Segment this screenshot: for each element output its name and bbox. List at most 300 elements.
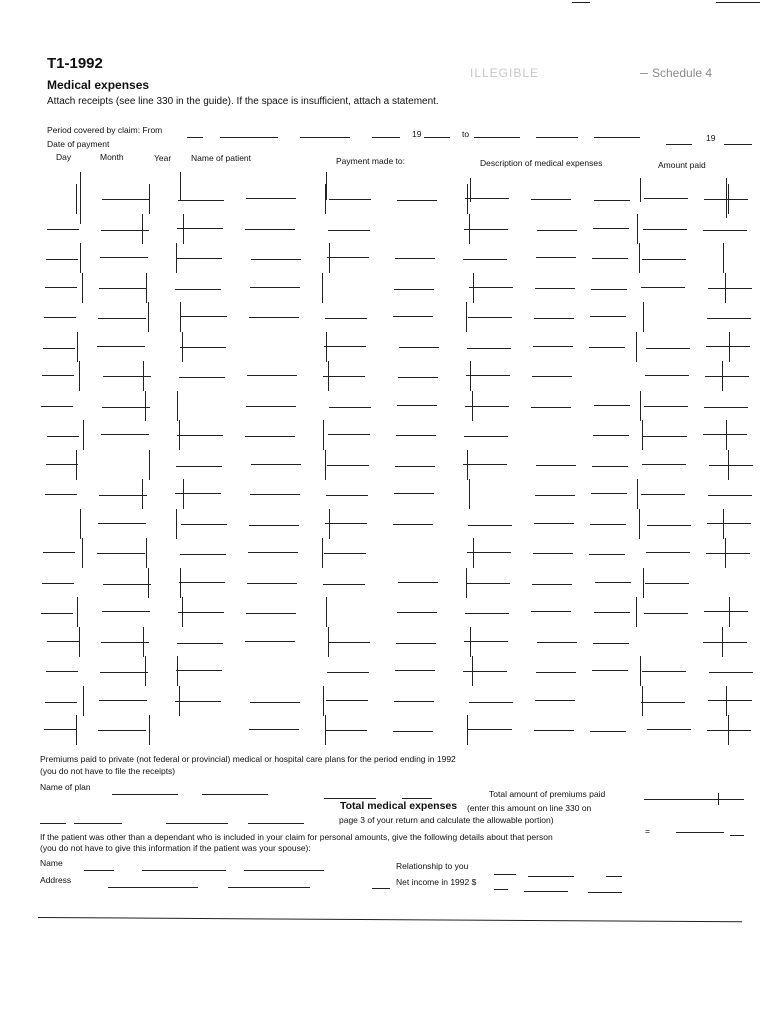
table-column-tick	[148, 568, 149, 598]
table-cell-field[interactable]	[175, 493, 221, 494]
table-column-tick	[79, 627, 80, 657]
table-cell-field[interactable]	[176, 670, 222, 671]
table-column-tick	[176, 509, 177, 539]
table-cell-field[interactable]	[43, 348, 75, 349]
table-cell-field[interactable]	[326, 700, 368, 701]
dependant-name-field-3[interactable]	[244, 870, 324, 871]
name-of-patient-header: Name of patient	[191, 153, 252, 163]
total-medical-expenses-field[interactable]	[676, 832, 724, 833]
table-column-tick	[80, 509, 81, 539]
table-cell-field[interactable]	[537, 642, 577, 643]
table-cell-field[interactable]	[464, 229, 508, 230]
table-cell-field[interactable]	[590, 524, 626, 525]
table-cell-field[interactable]	[247, 583, 297, 584]
table-column-tick	[637, 479, 638, 509]
schedule-label: Schedule 4	[652, 66, 713, 80]
table-cell-field[interactable]	[324, 346, 366, 347]
table-cell-field[interactable]	[102, 407, 150, 408]
table-cell-field[interactable]	[181, 316, 227, 317]
table-cell-field[interactable]	[594, 405, 630, 406]
table-cell-field[interactable]	[394, 701, 434, 702]
table-cell-field[interactable]	[176, 466, 222, 467]
table-cell-field[interactable]	[399, 347, 439, 348]
table-cell-field[interactable]	[644, 198, 688, 199]
table-column-tick	[467, 184, 468, 214]
table-cell-field[interactable]	[463, 671, 507, 672]
table-cell-field[interactable]	[593, 228, 629, 229]
table-cell-field[interactable]	[45, 494, 77, 495]
form-id: T1-1992	[47, 55, 103, 72]
relationship-label: Relationship to you	[396, 861, 469, 871]
table-column-tick	[725, 273, 726, 303]
total-field-left-4[interactable]	[248, 823, 304, 824]
table-cell-field[interactable]	[97, 553, 145, 554]
table-cell-field[interactable]	[463, 464, 507, 465]
table-cell-field[interactable]	[323, 584, 365, 585]
table-cell-field[interactable]	[469, 702, 513, 703]
table-cell-field[interactable]	[326, 495, 368, 496]
table-cell-field[interactable]	[535, 288, 575, 289]
table-column-tick	[466, 302, 467, 332]
table-column-tick	[722, 627, 723, 657]
net-income-field-1[interactable]	[494, 889, 508, 890]
table-cell-field[interactable]	[468, 525, 512, 526]
table-cell-field[interactable]	[535, 700, 575, 701]
table-cell-field[interactable]	[248, 552, 298, 553]
dependant-name-field-1[interactable]	[84, 870, 114, 871]
table-cell-field[interactable]	[178, 200, 224, 201]
table-cell-field[interactable]	[705, 376, 749, 377]
table-cell-field[interactable]	[397, 200, 437, 201]
table-cell-field[interactable]	[101, 642, 149, 643]
table-cell-field[interactable]	[532, 584, 572, 585]
table-cell-field[interactable]	[707, 523, 751, 524]
table-column-tick	[467, 450, 468, 480]
table-column-tick	[328, 627, 329, 657]
table-cell-field[interactable]	[643, 229, 687, 230]
table-cell-field[interactable]	[535, 495, 575, 496]
table-cell-field[interactable]	[704, 407, 748, 408]
table-column-tick	[726, 420, 727, 450]
table-column-tick	[82, 273, 83, 303]
table-cell-field[interactable]	[645, 375, 689, 376]
table-column-tick	[149, 184, 150, 214]
premiums-line1: Premiums paid to private (not federal or provincial) medical or hospital care plans for the period ending in 1992	[40, 754, 456, 764]
table-cell-field[interactable]	[709, 672, 753, 673]
table-cell-field[interactable]	[102, 199, 150, 200]
table-cell-field[interactable]	[594, 200, 630, 201]
table-cell-field[interactable]	[41, 406, 73, 407]
net-income-label: Net income in 1992 $	[396, 877, 477, 887]
table-cell-field[interactable]	[641, 287, 685, 288]
dependant-address-label: Address	[40, 875, 72, 885]
table-cell-field[interactable]	[393, 316, 433, 317]
relationship-field-1[interactable]	[494, 874, 516, 875]
table-cell-field[interactable]	[327, 465, 369, 466]
table-column-tick	[179, 686, 180, 716]
total-note-2: page 3 of your return and calculate the allowable portion)	[339, 815, 554, 825]
table-column-tick	[143, 627, 144, 657]
table-cell-field[interactable]	[704, 611, 748, 612]
table-cell-field[interactable]	[99, 700, 147, 701]
table-cell-field[interactable]	[590, 731, 626, 732]
table-cell-field[interactable]	[641, 702, 685, 703]
table-cell-field[interactable]	[467, 348, 511, 349]
table-cell-field[interactable]	[249, 525, 299, 526]
table-cell-field[interactable]	[536, 465, 576, 466]
table-cell-field[interactable]	[245, 641, 295, 642]
table-cell-field[interactable]	[644, 613, 688, 614]
table-cell-field[interactable]	[468, 317, 512, 318]
total-note-1: (enter this amount on line 330 on	[467, 803, 592, 813]
table-column-tick	[180, 302, 181, 332]
table-cell-field[interactable]	[532, 376, 572, 377]
table-cell-field[interactable]	[176, 258, 222, 259]
table-cell-field[interactable]	[180, 554, 226, 555]
table-cell-field[interactable]	[395, 670, 435, 671]
period-year-prefix-1: 19	[412, 129, 422, 139]
table-column-tick	[329, 509, 330, 539]
table-cell-field[interactable]	[533, 553, 573, 554]
table-column-tick	[639, 243, 640, 273]
table-column-tick	[329, 243, 330, 273]
table-cell-field[interactable]	[250, 702, 300, 703]
table-cell-field[interactable]	[324, 553, 366, 554]
relationship-field-2[interactable]	[528, 876, 574, 877]
table-cell-field[interactable]	[465, 198, 509, 199]
plan-name-field-3[interactable]	[324, 798, 376, 799]
table-column-tick	[177, 391, 178, 421]
table-column-tick	[183, 479, 184, 509]
table-cell-field[interactable]	[591, 289, 627, 290]
attach-note: Attach receipts (see line 330 in the guide). If the space is insufficient, attach a statement.	[47, 96, 439, 107]
table-cell-field[interactable]	[643, 436, 687, 437]
table-cell-field[interactable]	[646, 552, 690, 553]
table-column-tick	[149, 450, 150, 480]
table-cell-field[interactable]	[245, 436, 295, 437]
table-cell-field[interactable]	[468, 729, 512, 730]
table-cell-field[interactable]	[45, 702, 77, 703]
table-cell-field[interactable]	[536, 257, 576, 258]
table-cell-field[interactable]	[327, 257, 369, 258]
table-cell-field[interactable]	[47, 229, 79, 230]
table-column-tick	[728, 450, 729, 480]
table-column-tick	[639, 509, 640, 539]
description-header: Description of medical expenses	[480, 158, 603, 168]
table-cell-field[interactable]	[44, 317, 76, 318]
table-cell-field[interactable]	[249, 729, 299, 730]
table-cell-field[interactable]	[592, 466, 628, 467]
table-cell-field[interactable]	[103, 584, 151, 585]
table-cell-field[interactable]	[44, 729, 76, 730]
table-cell-field[interactable]	[175, 701, 221, 702]
table-cell-field[interactable]	[41, 613, 73, 614]
table-column-tick	[182, 597, 183, 627]
table-cell-field[interactable]	[179, 377, 225, 378]
table-cell-field[interactable]	[179, 582, 225, 583]
page-title: Medical expenses	[47, 78, 150, 92]
table-cell-field[interactable]	[589, 347, 625, 348]
table-column-tick	[180, 568, 181, 598]
table-cell-field[interactable]	[97, 346, 145, 347]
table-cell-field[interactable]	[45, 287, 77, 288]
table-cell-field[interactable]	[249, 317, 299, 318]
table-cell-field[interactable]	[245, 229, 295, 230]
table-cell-field[interactable]	[328, 434, 370, 435]
table-column-tick	[723, 509, 724, 539]
table-column-tick	[473, 538, 474, 568]
table-cell-field[interactable]	[645, 583, 689, 584]
table-cell-field[interactable]	[180, 347, 226, 348]
table-cell-field[interactable]	[100, 672, 148, 673]
table-cell-field[interactable]	[328, 230, 370, 231]
table-cell-field[interactable]	[393, 731, 433, 732]
total-field-left-3[interactable]	[166, 823, 228, 824]
table-cell-field[interactable]	[393, 524, 433, 525]
table-cell-field[interactable]	[644, 406, 688, 407]
table-cell-field[interactable]	[592, 670, 628, 671]
table-cell-field[interactable]	[102, 611, 150, 612]
table-column-tick	[326, 332, 327, 362]
table-cell-field[interactable]	[177, 643, 223, 644]
table-cell-field[interactable]	[592, 258, 628, 259]
table-cell-field[interactable]	[709, 465, 753, 466]
table-column-tick	[466, 568, 467, 598]
table-cell-field[interactable]	[642, 671, 686, 672]
table-cell-field[interactable]	[707, 318, 751, 319]
table-cell-field[interactable]	[534, 730, 574, 731]
table-cell-field[interactable]	[466, 375, 510, 376]
table-cell-field[interactable]	[646, 348, 690, 349]
dependant-address-field-2[interactable]	[228, 887, 310, 888]
net-income-field-lead[interactable]	[372, 888, 390, 889]
table-cell-field[interactable]	[246, 198, 296, 199]
plan-name-field-4[interactable]	[402, 798, 432, 799]
faded-header-text: ILLEGIBLE	[470, 66, 540, 80]
table-cell-field[interactable]	[181, 524, 227, 525]
table-cell-field[interactable]	[46, 464, 78, 465]
table-column-tick	[470, 627, 471, 657]
plan-name-field-1[interactable]	[112, 794, 178, 795]
table-column-tick	[326, 597, 327, 627]
total-premiums-tick	[718, 793, 719, 805]
table-cell-field[interactable]	[595, 582, 631, 583]
name-of-plan-label: Name of plan	[40, 782, 91, 792]
table-column-tick	[142, 214, 143, 244]
table-cell-field[interactable]	[647, 729, 691, 730]
table-cell-field[interactable]	[177, 435, 223, 436]
table-cell-field[interactable]	[534, 523, 574, 524]
table-cell-field[interactable]	[99, 495, 147, 496]
table-cell-field[interactable]	[708, 288, 752, 289]
total-field-right[interactable]	[730, 835, 744, 836]
table-cell-field[interactable]	[707, 730, 751, 731]
table-cell-field[interactable]	[394, 493, 434, 494]
table-cell-field[interactable]	[531, 611, 571, 612]
table-column-tick	[729, 332, 730, 362]
table-cell-field[interactable]	[708, 700, 752, 701]
table-cell-field[interactable]	[593, 643, 629, 644]
table-column-guide	[326, 172, 327, 200]
table-column-guide	[470, 178, 471, 202]
table-column-tick	[142, 479, 143, 509]
table-column-tick	[325, 450, 326, 480]
table-column-tick	[728, 715, 729, 745]
table-cell-field[interactable]	[251, 259, 301, 260]
table-cell-field[interactable]	[396, 643, 436, 644]
table-cell-field[interactable]	[100, 257, 148, 258]
table-cell-field[interactable]	[703, 434, 747, 435]
table-cell-field[interactable]	[537, 230, 577, 231]
table-column-tick	[636, 597, 637, 627]
table-column-tick	[80, 243, 81, 273]
table-column-tick	[467, 715, 468, 745]
dependant-address-field-1[interactable]	[108, 887, 198, 888]
table-cell-field[interactable]	[46, 671, 78, 672]
table-cell-field[interactable]	[466, 583, 510, 584]
table-cell-field[interactable]	[328, 642, 370, 643]
table-cell-field[interactable]	[590, 316, 626, 317]
table-cell-field[interactable]	[536, 672, 576, 673]
table-cell-field[interactable]	[708, 495, 752, 496]
table-cell-field[interactable]	[247, 375, 297, 376]
table-column-tick	[76, 450, 77, 480]
table-cell-field[interactable]	[591, 493, 627, 494]
table-cell-field[interactable]	[398, 582, 438, 583]
table-cell-field[interactable]	[464, 436, 508, 437]
table-cell-field[interactable]	[42, 583, 74, 584]
table-cell-field[interactable]	[246, 406, 296, 407]
table-column-tick	[79, 361, 80, 391]
table-cell-field[interactable]	[396, 435, 436, 436]
table-cell-field[interactable]	[394, 289, 434, 290]
table-cell-field[interactable]	[703, 642, 747, 643]
net-income-field-2[interactable]	[524, 891, 568, 892]
table-cell-field[interactable]	[395, 466, 435, 467]
table-cell-field[interactable]	[46, 259, 78, 260]
net-income-field-3[interactable]	[588, 892, 622, 893]
plan-name-field-2[interactable]	[202, 794, 268, 795]
table-cell-field[interactable]	[589, 554, 625, 555]
table-cell-field[interactable]	[327, 672, 369, 673]
table-cell-field[interactable]	[463, 259, 507, 260]
table-cell-field[interactable]	[251, 464, 301, 465]
year-header: Year	[154, 153, 172, 163]
table-column-tick	[325, 715, 326, 745]
table-cell-field[interactable]	[323, 376, 365, 377]
table-cell-field[interactable]	[43, 552, 75, 553]
table-cell-field[interactable]	[593, 435, 629, 436]
table-cell-field[interactable]	[325, 523, 367, 524]
total-field-left-2[interactable]	[74, 823, 122, 824]
table-column-tick	[177, 656, 178, 686]
premiums-line2: (you do not have to file the receipts)	[40, 766, 176, 776]
table-column-tick	[83, 420, 84, 450]
table-cell-field[interactable]	[531, 407, 571, 408]
table-column-tick	[470, 361, 471, 391]
table-column-tick	[726, 686, 727, 716]
table-cell-field[interactable]	[642, 464, 686, 465]
table-cell-field[interactable]	[325, 730, 367, 731]
table-column-tick	[643, 302, 644, 332]
table-column-tick	[146, 538, 147, 568]
table-cell-field[interactable]	[250, 494, 300, 495]
table-column-guide	[80, 172, 81, 224]
table-cell-field[interactable]	[641, 494, 685, 495]
dependant-line1: If the patient was other than a dependant who is included in your claim for personal amounts, give the following details about that person	[40, 832, 553, 842]
table-cell-field[interactable]	[47, 436, 79, 437]
total-equals: =	[645, 826, 650, 836]
table-column-tick	[642, 686, 643, 716]
period-year-prefix-2: 19	[706, 133, 716, 143]
table-column-tick	[182, 332, 183, 362]
table-cell-field[interactable]	[178, 612, 224, 613]
table-column-tick	[146, 273, 147, 303]
table-cell-field[interactable]	[703, 230, 747, 231]
table-column-tick	[643, 568, 644, 598]
table-cell-field[interactable]	[533, 346, 573, 347]
dependant-name-field-2[interactable]	[142, 870, 226, 871]
table-cell-field[interactable]	[175, 289, 221, 290]
table-cell-field[interactable]	[42, 375, 74, 376]
period-label: Period covered by claim: From	[47, 125, 163, 135]
table-column-tick	[149, 715, 150, 745]
date-of-payment-header: Date of payment	[47, 139, 110, 149]
table-cell-field[interactable]	[531, 199, 571, 200]
table-column-tick	[176, 243, 177, 273]
period-to-label: to	[462, 129, 470, 139]
table-cell-field[interactable]	[534, 318, 574, 319]
table-cell-field[interactable]	[329, 407, 371, 408]
table-cell-field[interactable]	[329, 199, 371, 200]
table-cell-field[interactable]	[101, 434, 149, 435]
table-cell-field[interactable]	[398, 377, 438, 378]
total-field-left-1[interactable]	[40, 823, 66, 824]
table-column-tick	[76, 184, 77, 214]
total-premiums-field[interactable]	[644, 799, 744, 800]
relationship-field-3[interactable]	[606, 876, 622, 877]
table-column-tick	[472, 656, 473, 686]
table-cell-field[interactable]	[47, 641, 79, 642]
table-cell-field[interactable]	[465, 613, 509, 614]
table-cell-field[interactable]	[594, 612, 630, 613]
table-cell-field[interactable]	[98, 523, 146, 524]
table-cell-field[interactable]	[706, 346, 750, 347]
table-cell-field[interactable]	[647, 525, 691, 526]
table-column-tick	[323, 686, 324, 716]
table-cell-field[interactable]	[250, 287, 300, 288]
total-medical-expenses-label: Total medical expenses	[340, 800, 458, 812]
table-cell-field[interactable]	[98, 318, 146, 319]
table-column-tick	[469, 479, 470, 509]
table-column-tick	[728, 184, 729, 214]
table-cell-field[interactable]	[246, 613, 296, 614]
table-cell-field[interactable]	[469, 287, 513, 288]
dependant-name-label: Name	[40, 858, 63, 868]
table-cell-field[interactable]	[706, 553, 750, 554]
table-column-tick	[328, 361, 329, 391]
table-column-tick	[183, 214, 184, 244]
table-cell-field[interactable]	[397, 405, 437, 406]
table-cell-field[interactable]	[397, 612, 437, 613]
table-cell-field[interactable]	[325, 318, 367, 319]
day-header: Day	[56, 152, 72, 162]
table-column-tick	[473, 273, 474, 303]
table-cell-field[interactable]	[642, 259, 686, 260]
table-cell-field[interactable]	[98, 730, 146, 731]
table-cell-field[interactable]	[99, 288, 147, 289]
table-cell-field[interactable]	[395, 258, 435, 259]
